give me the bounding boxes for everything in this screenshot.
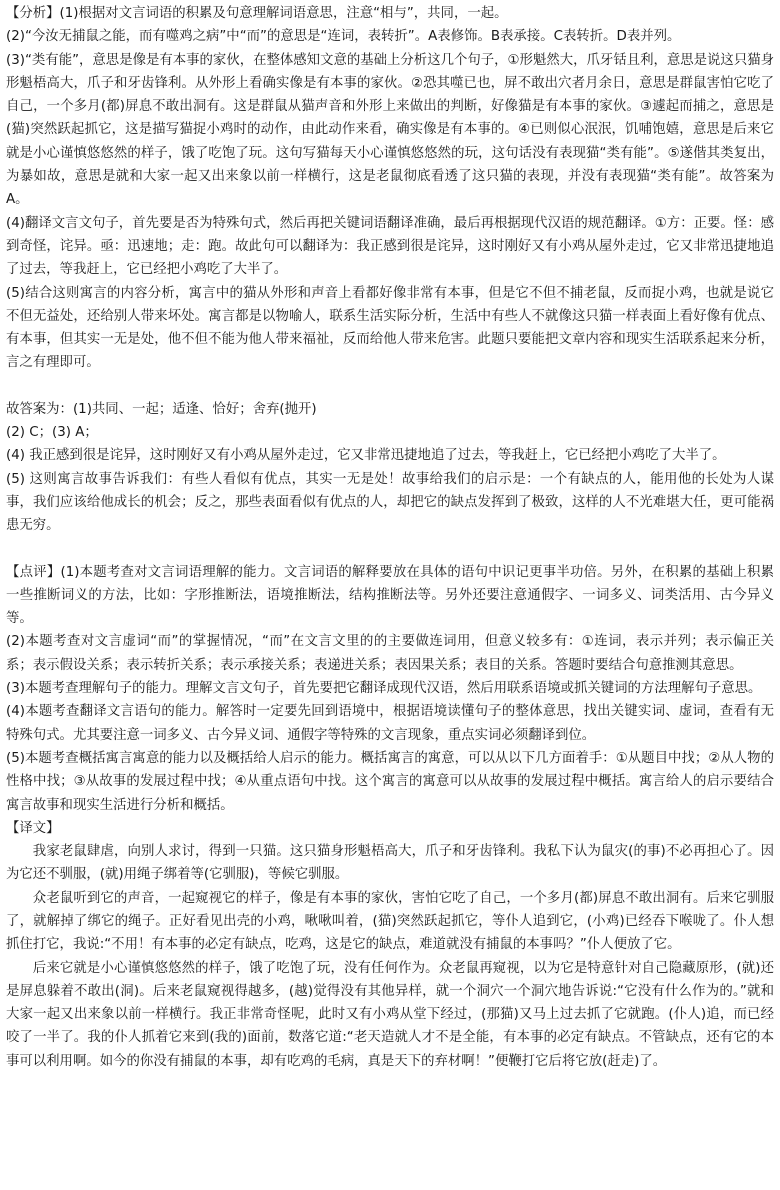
comment-paragraph-5: (5)本题考查概括寓言寓意的能力以及概括给人启示的能力。概括寓言的寓意，可以从以下几方面着手：①从题目中找；②从人物的性格中找；③从故事的发展过程中找；④从重点语句中找。这个寓言的寓意可以从故事的发展过程中概括。寓言给人的启示要结合寓言故事和现实生活进行分析和概括。 <box>6 750 774 813</box>
analysis-paragraph-5: (5)结合这则寓言的内容分析，寓言中的猫从外形和声音上看都好像非常有本事，但是它不但不捕老鼠，反而捉小鸡，也就是说它不但无益处，还给别人带来坏处。寓言都是以物喻人，联系生活实际分析，生活中有些人不就像这只猫一样表面上看好像有优点、有本事，但其实一无是处，他不但不能为他人带来福祉，反而给他人带来危害。此题只要能把文章内容和现实生活联系起来分析，言之有理即可。 <box>6 285 774 371</box>
comment-paragraph-1: 【点评】(1)本题考查对文言词语理解的能力。文言词语的解释要放在具体的语句中识记更事半功倍。另外，在积累的基础上积累一些推断词义的方法，比如：字形推断法，语境推断法，结构推断法等。另外还要注意通假字、一词多义、词类活用、古今异义等。 <box>6 564 774 627</box>
answer-line-1: 故答案为：(1)共同、一起；适逢、恰好；舍弃(抛开) <box>6 401 317 417</box>
translation-paragraph-1: 我家老鼠肆虐，向别人求讨，得到一只猫。这只猫身形魁梧高大，爪子和牙齿锋利。我私下认为鼠灾(的事)不必再担心了。因为它还不驯服，(就)用绳子绑着等(它驯服)，等候它驯服。 <box>6 844 774 883</box>
spacer <box>6 538 774 561</box>
translation-paragraph-2: 众老鼠听到它的声音，一起窥视它的样子，像是有本事的家伙，害怕它吃了自己，一个多月(都)屏息不敢出洞有。后来它驯服了，就解掉了绑它的绳子。正好看见出壳的小鸡，啾啾叫着，(猫)突然跃起抓它，等仆人追到它，(小鸡)已经吞下喉咙了。仆人想抓住打它，我说:“不用！有本事的必定有缺点，吃鸡，这是它的缺点，难道就没有捕鼠的本事吗？”仆人便放了它。 <box>6 890 774 953</box>
analysis-paragraph-1: 【分析】(1)根据对文言词语的积累及句意理解词语意思，注意“相与”，共同，一起。 <box>6 6 508 21</box>
comment-paragraph-4: (4)本题考查翻译文言语句的能力。解答时一定要先回到语境中，根据语境读懂句子的整体意思，找出关键实词、虚词，查看有无特殊句式。尤其要注意一词多义、古今异义词、通假字等特殊的文言现象，重点实词必须翻译到位。 <box>6 704 774 743</box>
translation-paragraph-3: 后来它就是小心谨慎悠悠然的样子，饿了吃饱了玩，没有任何作为。众老鼠再窥视，以为它是特意针对自己隐藏原形，(就)还是屏息躲着不敢出(洞)。后来老鼠窥视得越多，(越)觉得没有其他异样，就一个洞穴一个洞穴地告诉说:“它没有什么作为的。”就和大家一起又出来象以前一样横行。我正非常奇怪呢，此时又有小鸡从堂下经过，(那猫)又马上过去抓了它就跑。(仆人)追，而已经咬了一半了。我的仆人抓着它来到(我的)面前，数落它道:“老天造就人才不是全能，有本事的必定有缺点。不管缺点，还有它的本事可以利用啊。如今的你没有捕鼠的本事，却有吃鸡的毛病，真是天下的弃材啊！”便鞭打它后将它放(赶走)了。 <box>6 960 774 1069</box>
translation-heading: 【译文】 <box>6 820 60 836</box>
answer-line-4: (5) 这则寓言故事告诉我们：有些人看似有优点，其实一无是处！故事给我们的启示是：一个有缺点的人，能用他的长处为人谋事，我们应该给他成长的机会；反之，那些表面看似有优点的人，却把它的缺点发挥到了极致，这样的人不光难堪大任，更可能祸患无穷。 <box>6 471 774 534</box>
analysis-paragraph-4: (4)翻译文言文句子，首先要是否为特殊句式，然后再把关键词语翻译准确，最后再根据现代汉语的规范翻译。①方：正要。怪：感到奇怪，诧异。亟：迅速地；走：跑。故此句可以翻译为：我正感到很是诧异，这时刚好又有小鸡从屋外走过，它又非常迅捷地追了过去，等我赶上，它已经把小鸡吃了大半了。 <box>6 215 774 278</box>
spacer <box>6 375 774 398</box>
answer-line-3: (4) 我正感到很是诧异，这时刚好又有小鸡从屋外走过，它又非常迅捷地追了过去，等我赶上，它已经把小鸡吃了大半了。 <box>6 448 726 464</box>
analysis-paragraph-3: (3)“类有能”，意思是像是有本事的家伙，在整体感知文意的基础上分析这几个句子，①形魁然大，爪牙铦且利，意思是说这只猫身形魁梧高大，爪子和牙齿锋利。从外形上看确实像是有本事的家伙。②恐其噬已也，屏不敢出穴者月余日，意思是群鼠害怕它吃了自己，一个多月(都)屏息不敢出洞有。这是群鼠从猫声音和外形上来做出的判断，好像猫是有本事的家伙。③遽起而捕之，意思是(猫)突然跃起抓它，这是描写猫捉小鸡时的动作，由此动作来看，确实像是有本事的。④已则似心泯泯，饥哺饱嬉，意思是后来它就是小心谨慎悠悠然的样子，饿了吃饱了玩。这句写猫每天小心谨慎悠悠然的玩，这句话没有表现猫“类有能”。⑤遂偕其类复出，为暴如故，意思是就和大家一起又出来象以前一样横行，这是老鼠彻底看透了这只猫的表现，并没有表现猫“类有能”。故答案为A。 <box>6 52 774 208</box>
analysis-paragraph-2: (2)“今汝无捕鼠之能，而有噬鸡之病”中“而”的意思是“连词，表转折”。A表修饰。B表承接。C表转折。D表并列。 <box>6 29 681 45</box>
comment-paragraph-2: (2)本题考查对文言虚词“而”的掌握情况，“而”在文言文里的的主要做连词用，但意义较多有：①连词，表示并列；表示偏正关系；表示假设关系；表示转折关系；表示承接关系；表递进关系；表因果关系；表目的关系。答题时要结合句意推测其意思。 <box>6 634 774 673</box>
comment-paragraph-3: (3)本题考查理解句子的能力。理解文言文句子，首先要把它翻译成现代汉语，然后用联系语境或抓关键词的方法理解句子意思。 <box>6 681 762 697</box>
answer-line-2: (2) C；(3) A； <box>6 425 98 441</box>
